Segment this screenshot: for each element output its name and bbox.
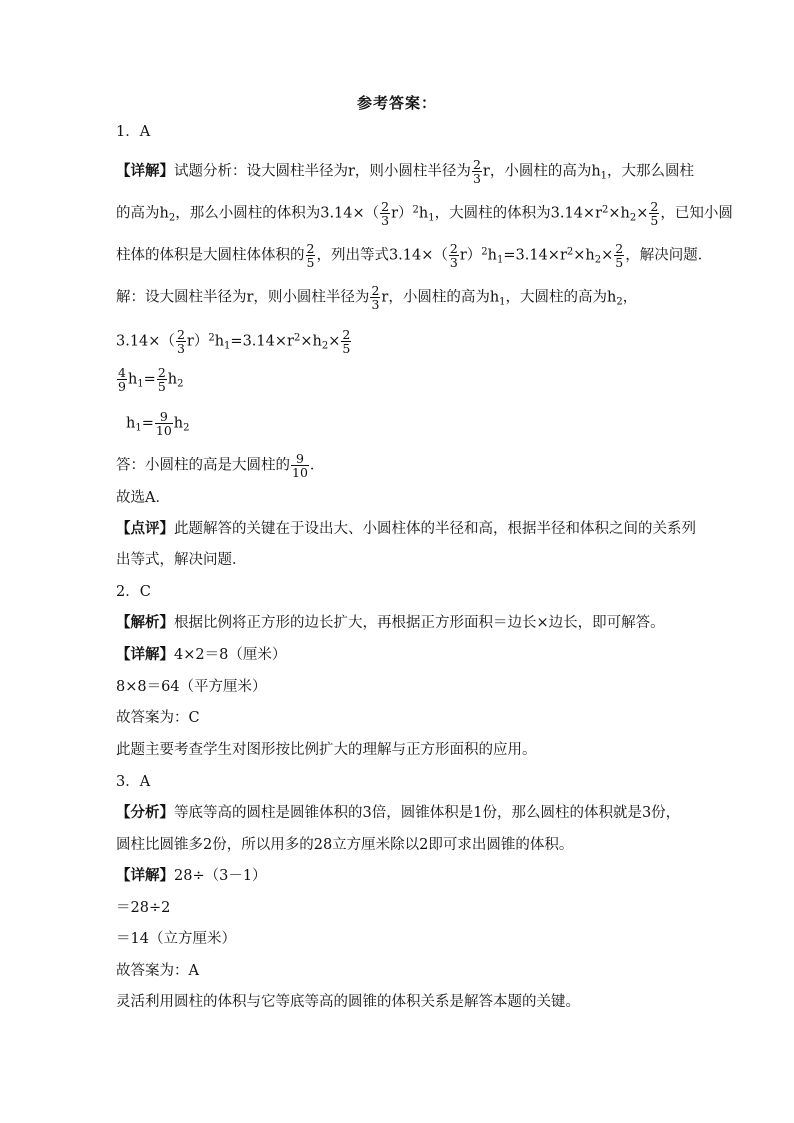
q3-analysis-line-1: 【分析】等底等高的圆柱是圆锥体积的3倍，圆锥体积是1份，那么圆柱的体积就是3份， (116, 804, 681, 821)
fraction-2-5: $\frac{2}{5}$ (342, 327, 351, 356)
page-title: 参考答案： (356, 94, 437, 112)
q1-detail-line-1: 【详解】试题分析：设大圆柱半径为r，则小圆柱半径为 $\frac{2}{3}$ r，小圆柱的高为$h_1$，大那么圆柱 (116, 157, 695, 186)
q3-step-2: ＝14（立方厘米） (116, 931, 236, 947)
fraction-9-10: $\frac{9}{10}$ (155, 409, 172, 438)
q3-heading: 3．A (116, 774, 151, 790)
q1-equation-2: $\frac{4}{9}$ $h_1=$ $\frac{2}{5}$ $h_2$ (118, 365, 184, 394)
q3-note: 灵活利用圆柱的体积与它等底等高的圆锥的体积关系是解答本题的关键。 (116, 994, 580, 1010)
q2-answer: 故答案为：C (116, 710, 200, 726)
q1-heading: 1．A (116, 124, 151, 140)
q3-detail: 【详解】28÷（3－1） (116, 867, 267, 884)
q2-analysis: 【解析】根据比例将正方形的边长扩大，再根据正方形面积＝边长×边长，即可解答。 (116, 614, 665, 631)
q2-detail: 【详解】4×2＝8（厘米） (116, 646, 287, 663)
fraction-2-5: $\frac{2}{5}$ (650, 199, 659, 228)
q1-answer: 答：小圆柱的高是大圆柱的 $\frac{9}{10}$ ． (116, 451, 325, 480)
q1-detail-line-3: 柱体的体积是大圆柱体体积的 $\frac{2}{5}$ ，列出等式3.14×（ $\frac{2}{3}$ $r)^2h_1=3.14\times r^2\times h_2\times$ $\frac{2}{5}$ ，解决问题． (116, 241, 713, 270)
fraction-9-10: $\frac{9}{10}$ (292, 451, 308, 480)
fraction-2-3: $\frac{2}{3}$ (371, 283, 380, 312)
q3-answer: 故答案为：A (116, 963, 199, 979)
fraction-2-5: $\frac{2}{5}$ (306, 241, 315, 270)
detail-tag: 【详解】 (116, 162, 174, 180)
q2-calc: 8×8＝64（平方厘米） (116, 679, 267, 695)
fraction-4-9: $\frac{4}{9}$ (118, 365, 126, 394)
q2-heading: 2．C (116, 584, 151, 600)
q1-comment-line-1: 【点评】此题解答的关键在于设出大、小圆柱体的半径和高，根据半径和体积之间的关系列 (116, 520, 696, 537)
q1-solution-line: 解：设大圆柱半径为r，则小圆柱半径为 $\frac{2}{3}$ r，小圆柱的高为$h_1$，大圆柱的高为$h_2$， (116, 283, 638, 312)
q2-note: 此题主要考查学生对图形按比例扩大的理解与正方形面积的应用。 (116, 742, 537, 758)
fraction-2-3: $\frac{2}{3}$ (381, 199, 390, 228)
q1-detail-line-2: 的高为$h_2$，那么小圆柱的体积为3.14×（ $\frac{2}{3}$ $r)^2h_1$，大圆柱的体积为$3.14\times r^2\times h_2\times$ $\frac{2}{5}$ ，已知小圆 (116, 199, 733, 228)
q1-comment-line-2: 出等式，解决问题． (116, 552, 247, 568)
fraction-2-5: $\frac{2}{5}$ (615, 241, 624, 270)
fraction-2-5: $\frac{2}{5}$ (157, 365, 166, 394)
q1-choice: 故选A． (116, 490, 170, 506)
q1-equation-3: $h_1=$ $\frac{9}{10}$ $h_2$ (126, 409, 190, 438)
fraction-2-3: $\frac{2}{3}$ (449, 241, 458, 270)
q3-step-1: ＝28÷2 (116, 900, 171, 916)
fraction-2-3: $\frac{2}{3}$ (472, 157, 481, 186)
fraction-2-3: $\frac{2}{3}$ (176, 327, 185, 356)
q1-equation-1: 3.14×（ $\frac{2}{3}$ $r)^2h_1=3.14\times r^2\times h_2\times$ $\frac{2}{5}$ (116, 327, 351, 356)
q3-analysis-line-2: 圆柱比圆锥多2份，所以用多的28立方厘米除以2即可求出圆锥的体积。 (116, 837, 574, 853)
